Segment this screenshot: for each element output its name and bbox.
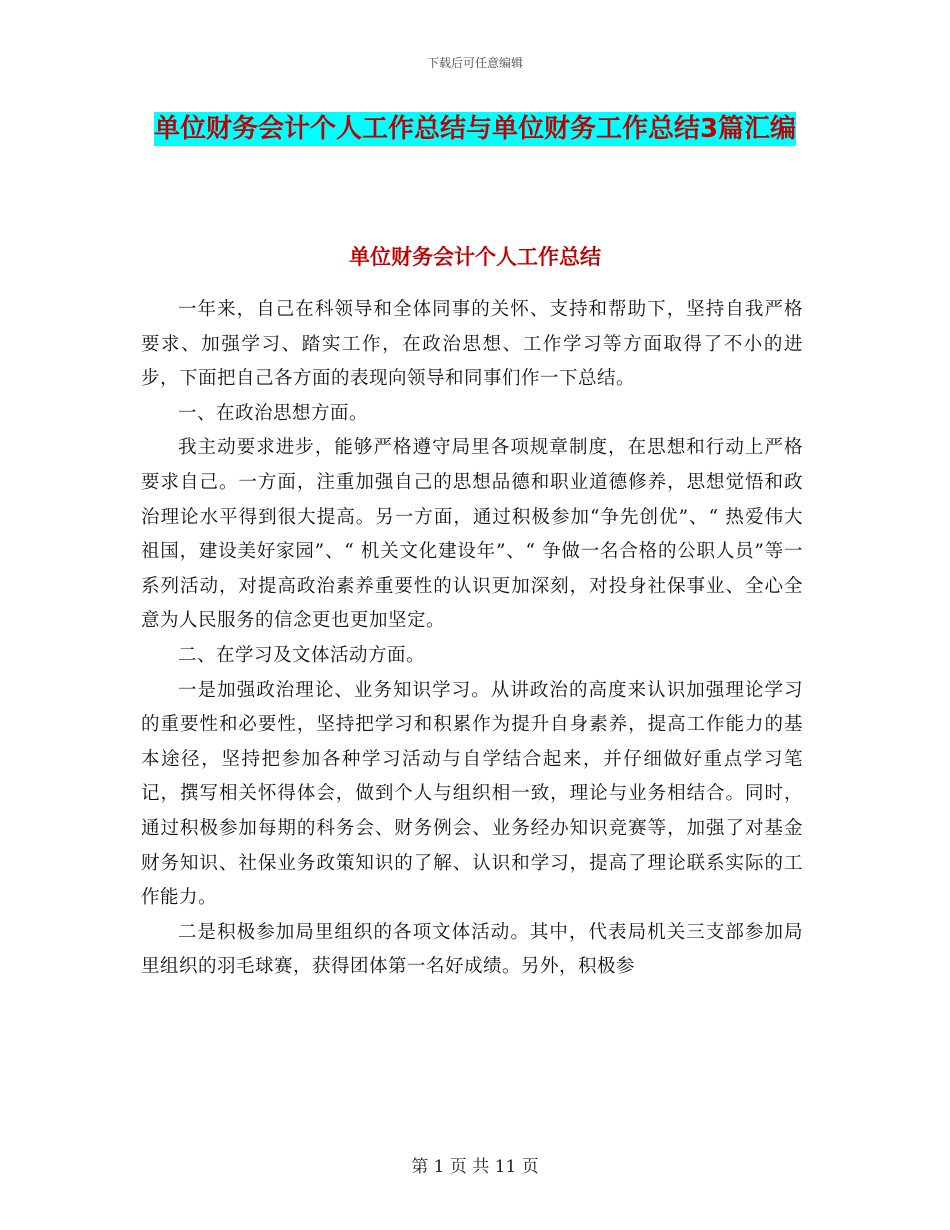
page-number-footer: 第 1 页 共 11 页: [411, 1157, 539, 1177]
document-body: [141, 293, 803, 985]
section-title: 单位财务会计个人工作总结: [349, 245, 601, 269]
paragraph: 二是积极参加局里组织的各项文体活动。其中，代表局机关三支部参加局里组织的羽毛球赛，获得团体第一名好成绩。另外，积极参: [141, 921, 803, 978]
paragraph: 我主动要求进步，能够严格遵守局里各项规章制度，在思想和行动上严格要求自己。一方面，注重加强自己的思想品德和职业道德修养，思想觉悟和政治理论水平得到很大提高。另一方面，通过积极参加“争先创优”、“ 热爱伟大祖国，建设美好家园”、“ 机关文化建设年”、“ 争做一名合格的公职人员”等一系列活动，对提高政治素养重要性的认识更加深刻，对投身社保事业、全心全意为人民服务的信念更也更加坚定。: [141, 437, 803, 632]
header-note: 下载后可任意编辑: [426, 56, 523, 70]
paragraph: 一、在政治思想方面。: [178, 402, 369, 424]
document-title-text: 单位财务会计个人工作总结与单位财务工作总结3篇汇编: [153, 114, 797, 144]
paragraph: 一是加强政治理论、业务知识学习。从讲政治的高度来认识加强理论学习的重要性和必要性，坚持把学习和积累作为提升自身素养，提高工作能力的基本途径，坚持把参加各种学习活动与自学结合起来，并仔细做好重点学习笔记，撰写相关怀得体会，做到个人与组织相一致，理论与业务相结合。同时，通过积极参加每期的科务会、财务例会、业务经办知识竞赛等，加强了对基金财务知识、社保业务政策知识的了解、认识和学习，提高了理论联系实际的工作能力。: [141, 679, 803, 909]
paragraph: 一年来，自己在科领导和全体同事的关怀、支持和帮助下，坚持自我严格要求、加强学习、踏实工作，在政治思想、工作学习等方面取得了不小的进步，下面把自己各方面的表现向领导和同事们作一下总结。: [141, 299, 803, 390]
paragraph: 二、在学习及文体活动方面。: [178, 644, 426, 666]
document-title: [140, 108, 810, 151]
